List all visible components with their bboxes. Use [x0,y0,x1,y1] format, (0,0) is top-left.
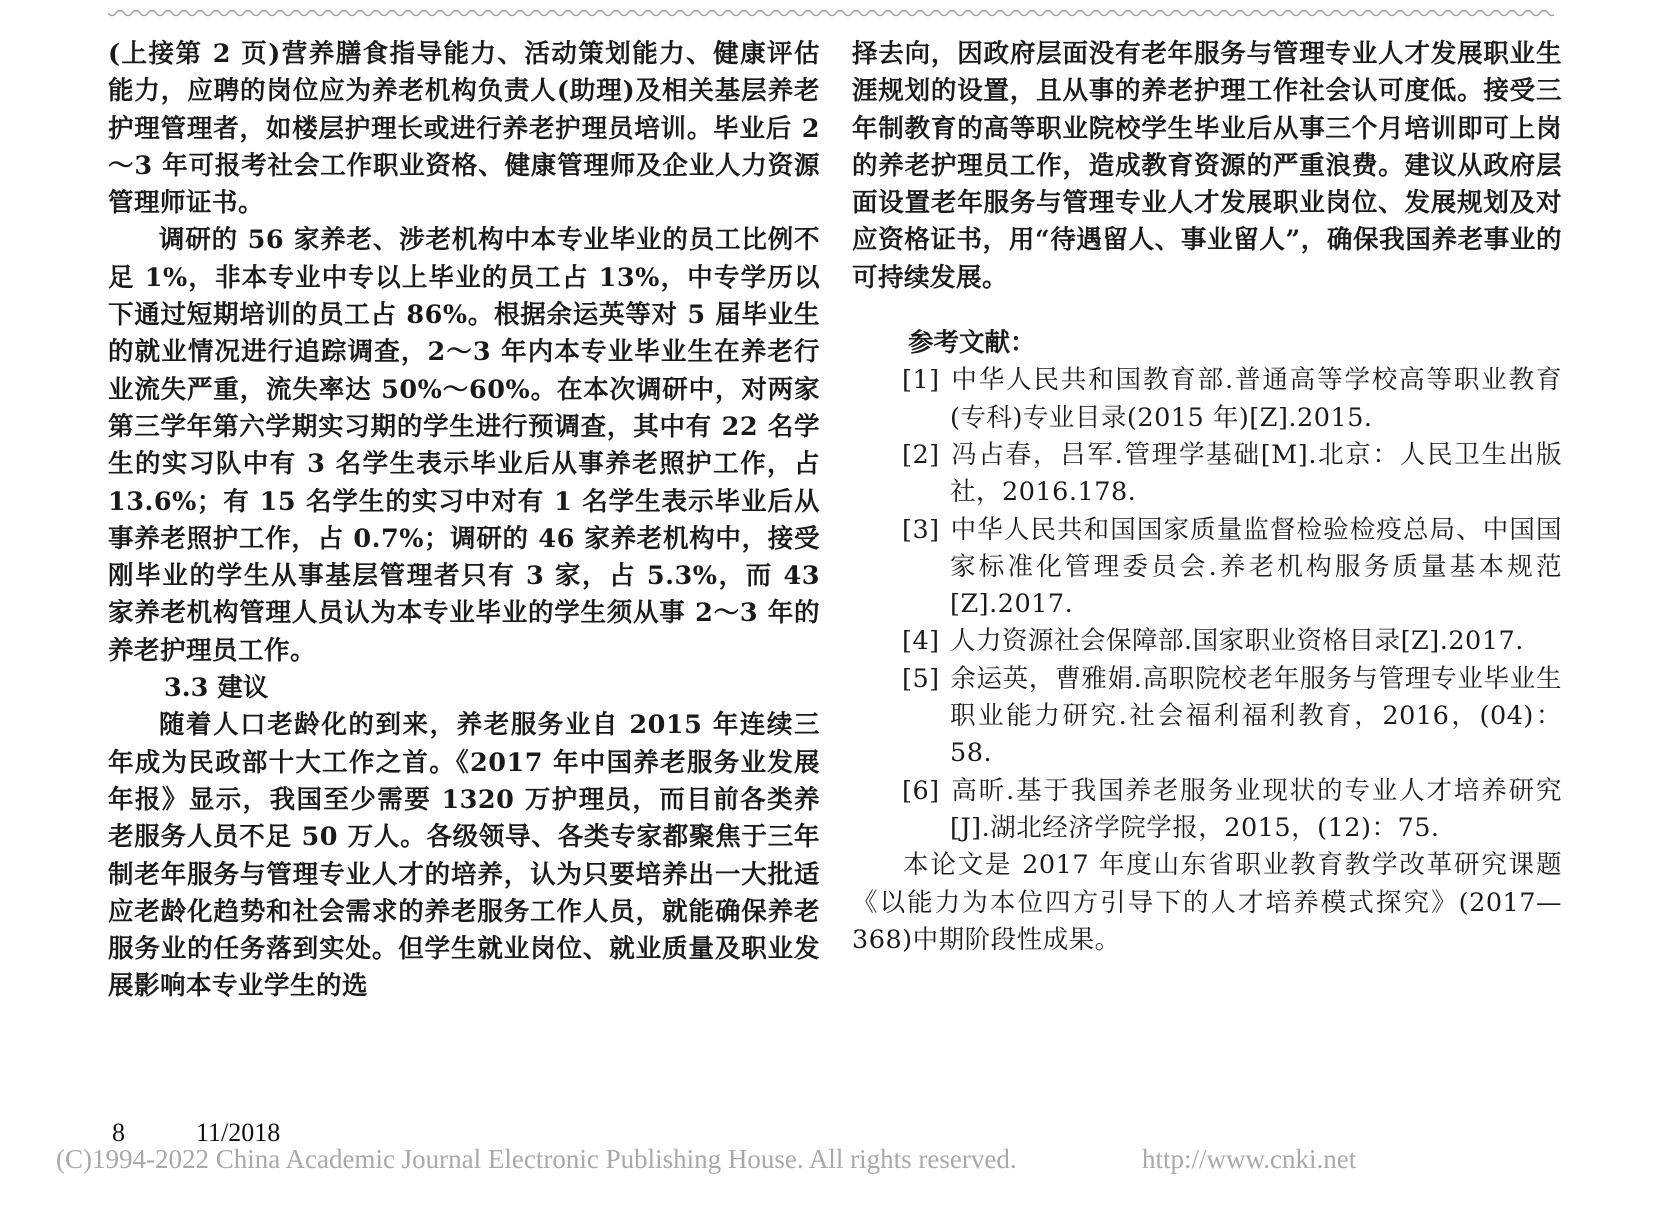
reference-number: [4] [902,626,940,657]
issue-date: 11/2018 [196,1118,281,1147]
reference-text: 中华人民共和国国家质量监督检验检疫总局、中国国家标准化管理委员会.养老机构服务质量基本规范[Z].2017. [950,514,1562,620]
reference-number: [3] [902,514,940,545]
header-wavy-rule [108,6,1554,20]
paragraph-suggestion-continued: 择去向，因政府层面没有老年服务与管理专业人才发展职业生涯规划的设置，且从事的养老护理工作社会认可度低。接受三年制教育的高等职业院校学生毕业后从事三个月培训即可上岗的养老护理员工作，造成教育资源的严重浪费。建议从政府层面设置老年服务与管理专业人才发展职业岗位、发展规划及对应资格证书，用“待遇留人、事业留人”，确保我国养老事业的可持续发展。 [852,39,1562,293]
page-number: 8 [112,1118,125,1147]
paragraph-survey: 调研的 56 家养老、涉老机构中本专业毕业的员工比例不足 1%，非本专业中专以上毕业的员工占 13%，中专学历以下通过短期培训的员工占 86%。根据余运英等对 5 届毕业生的就业情况进行追踪调查，2～3 年内本专业毕业生在养老行业流失严重，流失率达 50%～60%。在本次调研中，对两家第三学年第六学期实习期的学生进行预调查，其中有 22 名学生的实习队中有 3 名学生表示毕业后从事养老照护工作，占 13.6%；有 15 名学生的实习中对有 1 名学生表示毕业后从事养老照护工作，占 0.7%；调研的 46 家养老机构中，接受刚毕业的学生从事基层管理者只有 3 家，占 5.3%，而 43 家养老机构管理人员认为本专业毕业的学生须从事 2～3 年的养老护理员工作。 [108,225,820,666]
reference-item [852,512,1562,624]
paragraph-continued: (上接第 2 页)营养膳食指导能力、活动策划能力、健康评估能力，应聘的岗位应为养老机构负责人(助理)及相关基层养老护理管理者，如楼层护理长或进行养老护理员培训。毕业后 2～3 年可报考社会工作职业资格、健康管理师及企业人力资源管理师证书。 [108,39,820,219]
right-column [852,36,1562,959]
copyright-notice: (C)1994-2022 China Academic Journal Electronic Publishing House. All rights reserved. [56,1144,1017,1174]
reference-number: [2] [902,439,940,470]
references-list [852,362,1562,847]
references-title: 参考文献： [908,328,1036,359]
reference-text: 余运英，曹雅娟.高职院校老年服务与管理专业毕业生职业能力研究.社会福利福利教育，2016，(04)：58. [950,663,1562,769]
funding-note: 本论文是 2017 年度山东省职业教育教学改革研究课题《以能力为本位四方引导下的人才培养模式探究》(2017—368)中期阶段性成果。 [852,850,1562,955]
reference-item [852,773,1562,848]
reference-text: 中华人民共和国教育部.普通高等学校高等职业教育(专科)专业目录(2015 年)[Z].2015. [950,365,1562,433]
reference-text: 高昕.基于我国养老服务业现状的专业人才培养研究[J].湖北经济学院学报，2015，(12)：75. [950,775,1562,843]
reference-number: [6] [902,775,940,806]
section-heading-3-3: 3.3 建议 [164,673,269,704]
reference-number: [5] [902,663,940,694]
left-column [108,36,820,1006]
paragraph-suggestion: 随着人口老龄化的到来，养老服务业自 2015 年连续三年成为民政部十大工作之首。《2017 年中国养老服务业发展年报》显示，我国至少需要 1320 万护理员，而目前各类养老服务人员不足 50 万人。各级领导、各类专家都聚焦于三年制老年服务与管理专业人才的培养，认为只要培养出一大批适应老龄化趋势和社会需求的养老服务工作人员，就能确保养老服务业的任务落到实处。但学生就业岗位、就业质量及职业发展影响本专业学生的选 [108,710,820,1002]
reference-item [852,362,1562,437]
reference-text: 人力资源社会保障部.国家职业资格目录[Z].2017. [950,626,1524,657]
reference-number: [1] [902,365,940,396]
reference-text: 冯占春，吕军.管理学基础[M].北京：人民卫生出版社，2016.178. [950,439,1562,508]
copyright-url: http://www.cnki.net [1142,1144,1357,1174]
reference-item [852,623,1562,660]
reference-item [852,661,1562,773]
reference-item [852,437,1562,512]
